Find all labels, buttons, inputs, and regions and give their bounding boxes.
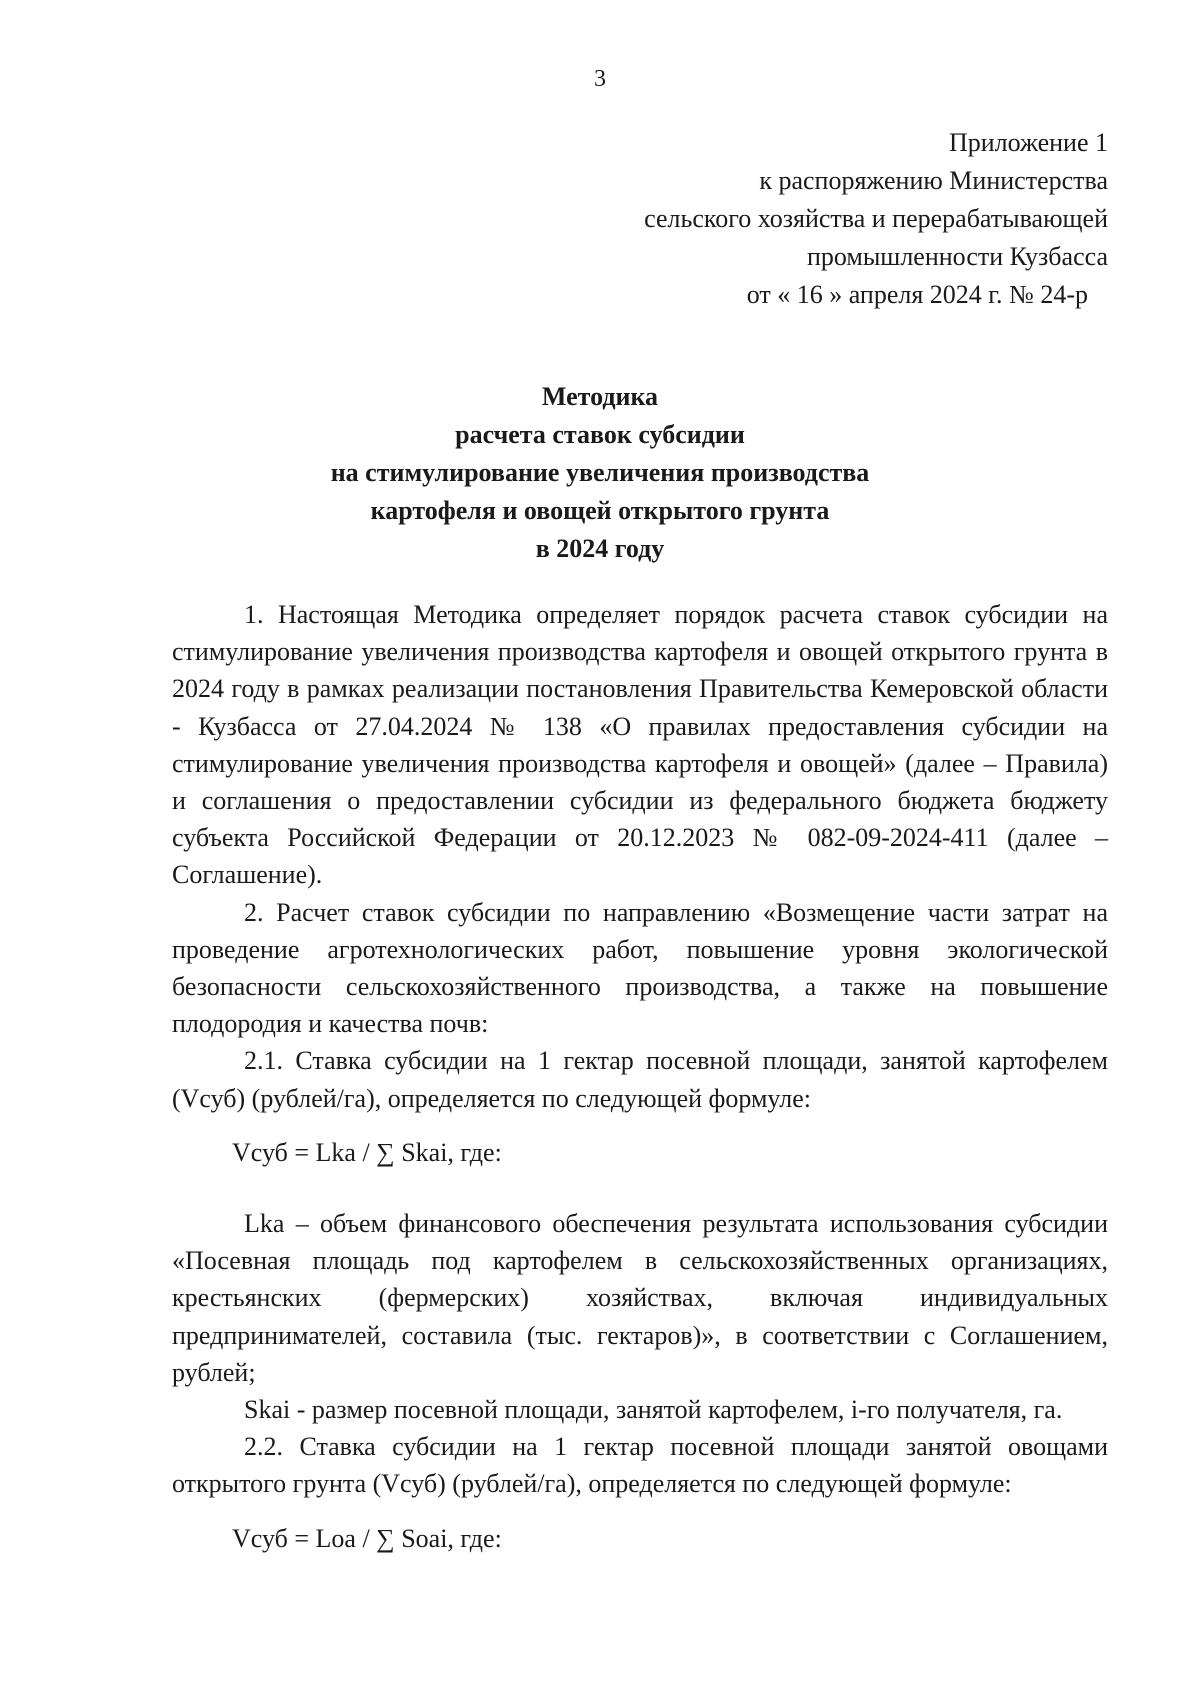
title-line: на стимулирование увеличения производства bbox=[330, 458, 870, 487]
definition-skai: Skai - размер посевной площади, занятой картофелем, i-го получателя, га. bbox=[244, 1395, 1063, 1425]
appendix-date-line: от « 16 » апреля 2024 г. № 24-р bbox=[746, 280, 1088, 309]
paragraph-2: 2. Расчет ставок субсидии по направлению «Возмещение части затрат на проведение агротехнологических работ, повышение уровня экологической безопасности сельскохозяйственного производства, а также на повышение плодородия и качества почв: bbox=[172, 897, 1108, 1039]
title-line: картофеля и овощей открытого грунта bbox=[370, 496, 830, 525]
appendix-header bbox=[548, 124, 1108, 314]
document-body bbox=[172, 596, 1108, 1557]
appendix-line: сельского хозяйства и перерабатывающей bbox=[644, 204, 1108, 233]
title-line: Методика bbox=[541, 382, 659, 411]
appendix-line: промышленности Кузбасса bbox=[806, 242, 1108, 271]
paragraph-1: 1. Настоящая Методика определяет порядок расчета ставок субсидии на стимулирование увеличения производства картофеля и овощей открытого грунта в 2024 году в рамках реализации постановления Правительства Кемеровской области - Кузбасса от 27.04.2024 № 138 «О правилах предоставления субсидии на стимулирование увеличения производства картофеля и овощей» (далее – Правила) и соглашения о предоставлении субсидии из федерального бюджета бюджету субъекта Российской Федерации от 20.12.2023 № 082-09-2024-411 (далее – Соглашение). bbox=[172, 600, 1108, 890]
paragraph-2-2: 2.2. Ставка субсидии на 1 гектар посевной площади занятой овощами открытого грунта (Vсуб) (рублей/га), определяется по следующей формуле: bbox=[172, 1432, 1108, 1499]
formula-vegetables: Vсуб = Loa / ∑ Soai, где: bbox=[232, 1523, 502, 1553]
paragraph-2-1: 2.1. Ставка субсидии на 1 гектар посевной площади, занятой картофелем (Vсуб) (рублей/га), определяется по следующей формуле: bbox=[172, 1046, 1108, 1113]
title-line: расчета ставок субсидии bbox=[455, 420, 745, 449]
formula-potato: Vсуб = Lka / ∑ Skai, где: bbox=[232, 1137, 502, 1167]
appendix-line: Приложение 1 bbox=[948, 128, 1108, 157]
document-title bbox=[0, 378, 1200, 568]
appendix-line: к распоряжению Министерства bbox=[759, 166, 1108, 195]
title-line: в 2024 году bbox=[535, 534, 665, 563]
definition-lka: Lka – объем финансового обеспечения результата использования субсидии «Посевная площадь под картофелем в сельскохозяйственных организациях, крестьянских (фермерских) хозяйствах, включая индивидуальных предпринимателей, составила (тыс. гектаров)», в соответствии с Соглашением, рублей; bbox=[172, 1209, 1108, 1387]
page-number: 3 bbox=[594, 66, 606, 92]
